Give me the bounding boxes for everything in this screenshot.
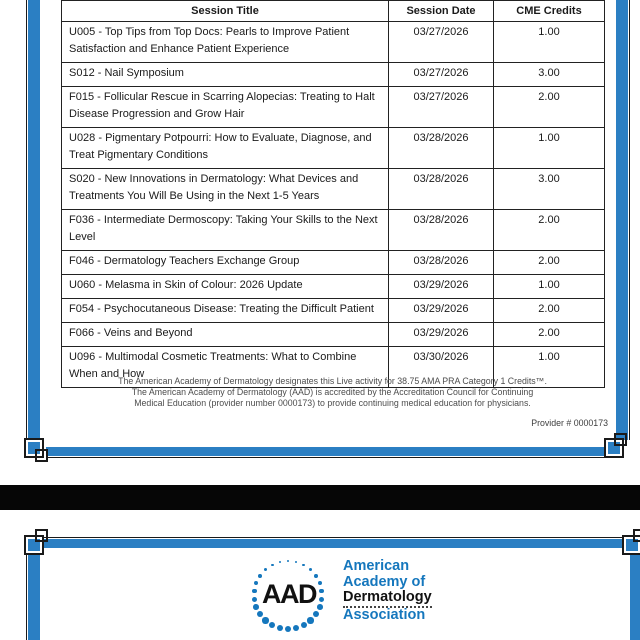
accreditation-line: The American Academy of Dermatology designates this Live activity for 38.75 AMA PRA Category 1 Credits™. (118, 376, 547, 386)
aad-logo-wordmark (343, 559, 432, 623)
corner-bracket-icon (614, 433, 627, 446)
logo-dot (301, 622, 307, 628)
table-row (62, 299, 605, 323)
corner-bracket-icon (35, 529, 48, 542)
session-title-cell: F036 - Intermediate Dermoscopy: Taking Your Skills to the Next Level (62, 210, 389, 251)
logo-dot (257, 611, 263, 617)
certificate-border-right (616, 0, 628, 440)
header-session-title: Session Title (62, 1, 389, 22)
certificate-border-top-line (42, 537, 626, 538)
session-title-cell: U028 - Pigmentary Potpourri: How to Evaluate, Diagnose, and Treat Pigmentary Conditions (62, 128, 389, 169)
session-title-cell: F046 - Dermatology Teachers Exchange Group (62, 251, 389, 275)
session-date-cell: 03/28/2026 (389, 169, 494, 210)
cme-credits-cell: 1.00 (494, 128, 605, 169)
certificate-border-left-line (26, 553, 27, 640)
logo-dot (314, 574, 318, 578)
logo-dot (285, 626, 292, 633)
cme-credits-cell: 2.00 (494, 299, 605, 323)
session-title-cell: S020 - New Innovations in Dermatology: What Devices and Treatments You Will Be Using in the Next 1-5 Years (62, 169, 389, 210)
accreditation-line: The American Academy of Dermatology (AAD) is accredited by the Accreditation Council for Continuing (131, 386, 534, 397)
certificate-border-bottom (46, 447, 606, 456)
logo-dot (287, 560, 289, 562)
logo-dot (295, 561, 297, 563)
session-title-cell: F015 - Follicular Rescue in Scarring Alopecias: Treating to Halt Disease Progression and Grow Hair (62, 87, 389, 128)
accreditation-text (61, 376, 604, 408)
logo-dot (258, 574, 262, 578)
logo-dot (307, 617, 313, 623)
table-row (62, 63, 605, 87)
session-table (61, 0, 605, 388)
cme-credits-cell: 3.00 (494, 169, 605, 210)
certificate-border-left (28, 553, 40, 640)
logo-dot (262, 617, 268, 623)
table-row (62, 22, 605, 63)
aad-logo (246, 552, 456, 640)
session-title-cell: F066 - Veins and Beyond (62, 323, 389, 347)
session-date-cell: 03/29/2026 (389, 299, 494, 323)
certificate-border-top (42, 539, 626, 548)
corner-bracket-icon (633, 529, 640, 542)
provider-number: Provider # 0000173 (531, 418, 608, 428)
header-session-date: Session Date (389, 1, 494, 22)
table-row (62, 323, 605, 347)
session-date-cell: 03/30/2026 (389, 347, 494, 388)
table-header-row (62, 1, 605, 22)
session-date-cell: 03/28/2026 (389, 210, 494, 251)
certificate-border-left (28, 0, 40, 440)
logo-dot (271, 564, 274, 567)
cme-credits-cell: 2.00 (494, 87, 605, 128)
corner-bracket-icon (35, 449, 48, 462)
page-separator (0, 485, 640, 510)
logo-line-american: American (343, 558, 410, 574)
table-row (62, 251, 605, 275)
session-title-cell: U096 - Multimodal Cosmetic Treatments: What to Combine When and How (62, 347, 389, 388)
table-row (62, 169, 605, 210)
table-row (62, 128, 605, 169)
session-date-cell: 03/28/2026 (389, 128, 494, 169)
table-row (62, 87, 605, 128)
certificate-border-bottom-line (46, 457, 606, 458)
aad-acronym: AAD (262, 579, 316, 609)
session-title-cell: F054 - Psychocutaneous Disease: Treating the Difficult Patient (62, 299, 389, 323)
certificate-border-right (630, 551, 640, 640)
session-date-cell: 03/27/2026 (389, 22, 494, 63)
cme-credits-cell: 2.00 (494, 251, 605, 275)
logo-dot (302, 564, 305, 567)
session-date-cell: 03/29/2026 (389, 275, 494, 299)
certificate-border-left-line (26, 0, 27, 440)
logo-dot (264, 568, 267, 571)
table-row (62, 275, 605, 299)
cme-credits-cell: 2.00 (494, 210, 605, 251)
accreditation-line: Medical Education (provider number 0000173) to provide continuing medical education for physicians. (134, 397, 531, 408)
cme-credits-cell: 1.00 (494, 22, 605, 63)
cme-credits-cell: 1.00 (494, 347, 605, 388)
session-date-cell: 03/27/2026 (389, 63, 494, 87)
table-row (62, 210, 605, 251)
session-date-cell: 03/27/2026 (389, 87, 494, 128)
logo-dot (309, 568, 312, 571)
cme-credits-cell: 2.00 (494, 323, 605, 347)
logo-dot (293, 625, 300, 632)
cme-credits-cell: 1.00 (494, 275, 605, 299)
logo-dot (313, 611, 319, 617)
session-date-cell: 03/28/2026 (389, 251, 494, 275)
logo-dot (269, 622, 275, 628)
session-title-cell: U005 - Top Tips from Top Docs: Pearls to Improve Patient Satisfaction and Enhance Patient Experience (62, 22, 389, 63)
session-title-cell: U060 - Melasma in Skin of Colour: 2026 Update (62, 275, 389, 299)
logo-line-academy-of: Academy of (343, 573, 426, 590)
session-title-cell: S012 - Nail Symposium (62, 63, 389, 87)
logo-dot (277, 625, 284, 632)
certificate-border-right-line (629, 0, 630, 440)
logo-dot (279, 561, 281, 563)
cme-credits-cell: 3.00 (494, 63, 605, 87)
logo-line-association: Association (343, 606, 426, 623)
session-date-cell: 03/29/2026 (389, 323, 494, 347)
header-cme-credits: CME Credits (494, 1, 605, 22)
logo-line-dermatology: Dermatology (343, 590, 432, 608)
